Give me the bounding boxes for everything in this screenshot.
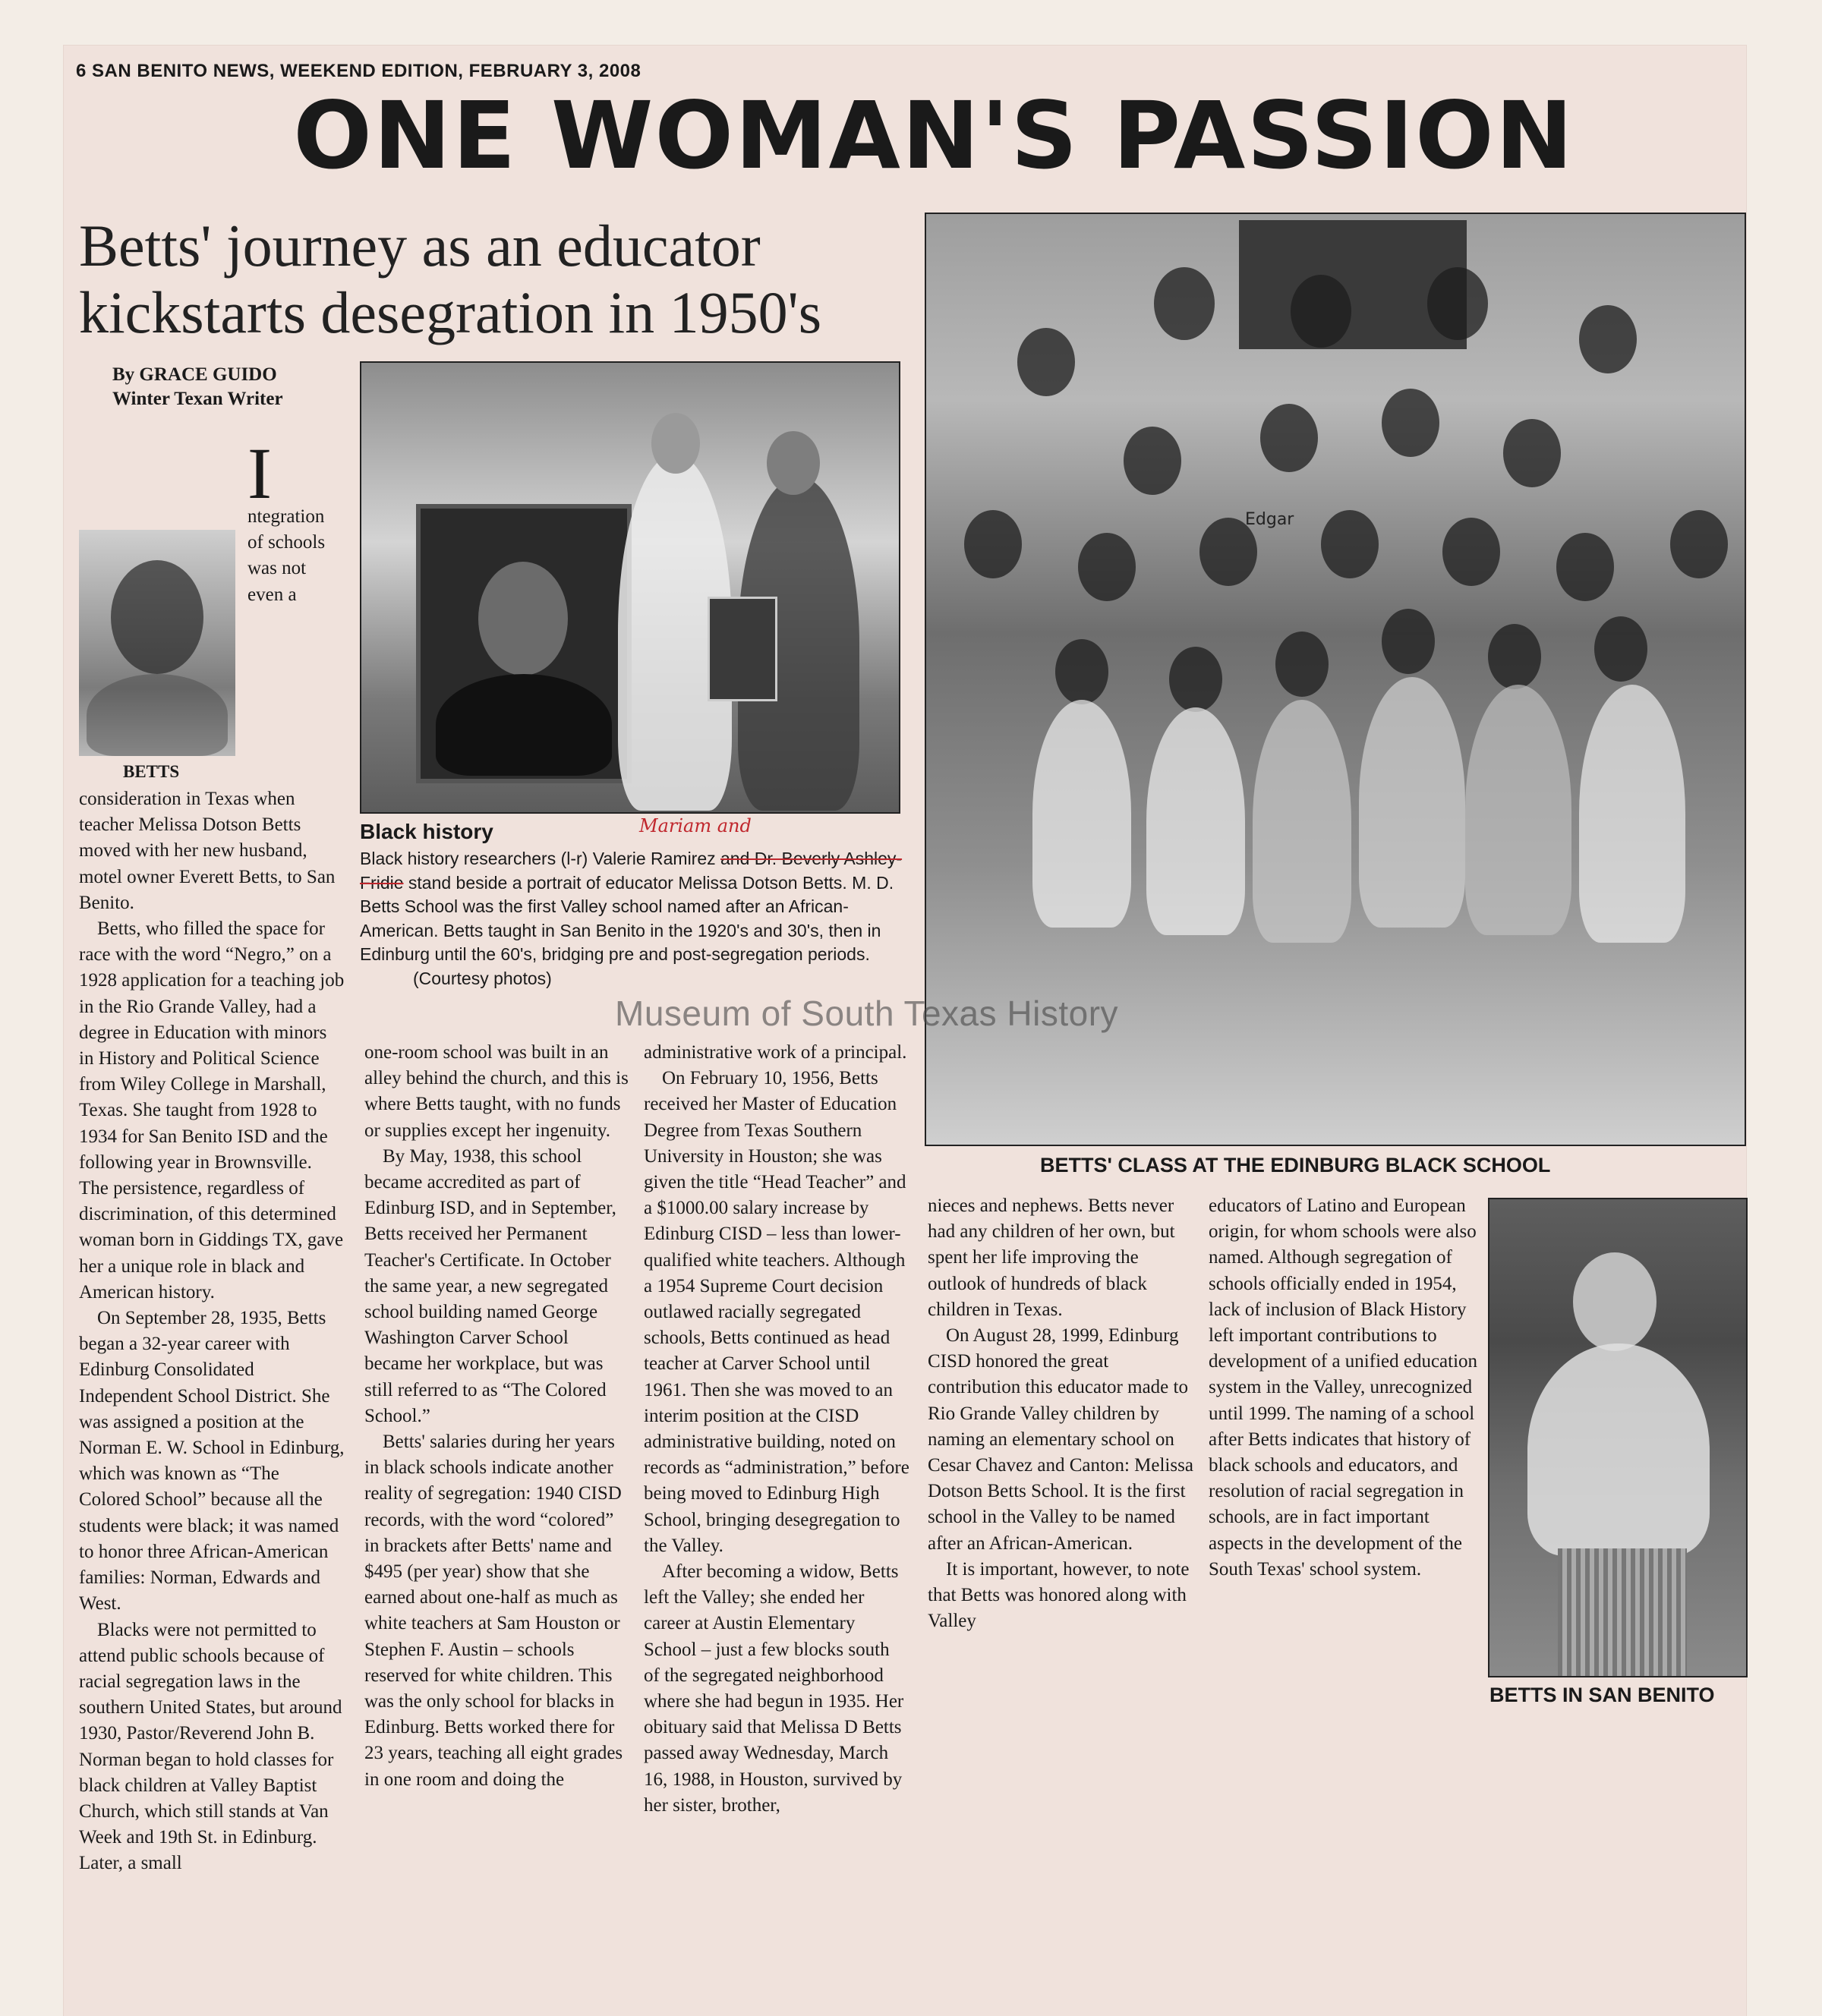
struck-text: and Dr. Beverly Ashley-Fridie [360,849,903,893]
headline [79,213,922,346]
byline [112,363,283,411]
betts-san-benito-photo [1488,1198,1748,1677]
article-paragraph: Betts' salaries during her years in black schools indicate another reality of segregation: 1940 CISD records, with the word “colored” in brackets after Betts' name and $495 (per year) show that she earned about one-half as much as white teachers at Sam Houston or Stephen F. Austin – schools reserved for white children. This was the only school for blacks in Edinburg. Betts worked there for 23 years, teaching all eight grades in one room and doing the [364,1432,623,1790]
article-paragraph: nieces and nephews. Betts never had any children of her own, but spent her life improving the outlook of hundreds of black children in Texas. [928,1195,1175,1320]
article-paragraph: After becoming a widow, Betts left the Valley; she ended her career at Austin Elementary School – just a few blocks south of the segregated neighborhood where she had begun in 1935. Her obituary said that Melissa D Betts passed away Wednesday, March 16, 1988, in Houston, survived by her sister, brother, [644,1561,904,1816]
article-paragraph: one-room school was built in an alley behind the church, and this is where Betts taught, with no funds or supplies except her ingenuity. [364,1042,629,1141]
article-paragraph: It is important, however, to note that Betts was honored along with Valley [928,1558,1190,1632]
article-column-2 [364,1040,630,1793]
article-paragraph: Blacks were not permitted to attend public schools because of racial segregation laws in the southern United States, but around 1930, Pastor/Reverend John B. Norman began to hold classes for black children at Valley Baptist Church, which still stands at Van Week and 19th St. in Edinburg. Later, a small [79,1619,342,1874]
byline-title: Winter Texan Writer [112,389,283,409]
article-paragraph: On February 10, 1956, Betts received her Master of Education Degree from Texas Southern University in Houston; she was given the title “Head Teacher” and a $1000.00 salary increase by Edinburg CISD – less than lower-qualified white teachers. Although a 1954 Supreme Court decision outlawed racially segregated schools, Betts continued as head teacher at Carver School until 1961. Then she was moved to an interim position at the CISD administrative building, noted on records as “administration,” before being moved to Edinburg High School, bringing desegregation to the Valley. [644,1068,909,1556]
page-folio: 6 SAN BENITO NEWS, WEEKEND EDITION, FEBRUARY 3, 2008 [76,61,641,81]
article-paragraph: By May, 1938, this school became accredited as part of Edinburg ISD, and in September, Betts received her Permanent Teacher's Certificate. In October the same year, a new segregated school building named George Washington Carver School became her workplace, but was still referred to as “The Colored School.” [364,1145,616,1426]
article-paragraph: Betts, who filled the space for race with the word “Negro,” on a 1928 application for a teaching job in the Rio Grande Valley, had a degree in Education with minors in History and Political Science from Wiley College in Marshall, Texas. She taught from 1928 to 1934 for San Benito ISD and the following year in Brownsville. The persistence, regardless of discrimination, of this determined woman born in Giddings TX, gave her a unique role in black and American history. [79,918,345,1303]
article-column-3 [644,1040,909,1819]
betts-san-benito-caption: BETTS IN SAN BENITO [1489,1684,1715,1706]
handwritten-note: Mariam and [639,815,752,836]
plaque [708,597,777,701]
portrait-easel [416,504,632,783]
article-column-1 [79,433,345,1877]
drop-cap: I [247,433,272,514]
photo-caption-title: Black history [360,820,493,843]
class-photo-annotation: Edgar [1245,510,1294,529]
article-intro: I ntegration of schools was not even a consideration in Texas when teacher Melissa Dotson Betts moved with her new husband, motel owner Everett Betts, to San Benito. [79,433,336,913]
class-photo-caption: BETTS' CLASS AT THE EDINBURG BLACK SCHOOL [1040,1154,1551,1177]
article-paragraph: On September 28, 1935, Betts began a 32-year career with Edinburg Consolidated Independent School District. She was assigned a position at the Norman E. W. School in Edinburg, which was known as “The Colored School” because all the students were black; it was named to honor three African-American families: Norman, Edwards and West. [79,1308,345,1614]
article-column-5 [1209,1193,1480,1583]
photo-credit: (Courtesy photos) [413,968,552,988]
article-column-4 [928,1193,1193,1634]
article-paragraph: On August 28, 1999, Edinburg CISD honored the great contribution this educator made to Rio Grande Valley children by naming an elementary school on Cesar Chavez and Canton: Melissa Dotson Betts School. It is the first school in the Valley to be named after an African-American. [928,1325,1193,1554]
headline-line-1: Betts' journey as an educator [79,213,761,279]
museum-watermark: Museum of South Texas History [615,994,1119,1033]
article-paragraph: educators of Latino and European origin, for whom schools were also named. Although segregation of schools officially ended in 1954, lack of inclusion of Black History left important contributions to development of a unified education system in the Valley, unrecognized until 1999. The naming of a school after Betts indicates that history of black schools and educators, and resolution of racial segregation in schools, are in fact important aspects in the development of the South Texas' school system. [1209,1195,1478,1580]
headline-line-2: kickstarts desegration in 1950's [79,279,822,345]
byline-name: By GRACE GUIDO [112,364,277,385]
section-banner: ONE WOMAN'S PASSION [293,82,1575,190]
photo-caption-text: Black history researchers (l-r) Valerie Ramirez and Dr. Beverly Ashley-Fridie stand beside a portrait of educator Melissa Dotson Betts. M. D. Betts School was the first Valley school named after an African-American. Betts taught in San Benito in the 1920's and 30's, then in Edinburg until the 60's, bridging pre and post-segregation periods. (Courtesy photos) [360,849,903,988]
betts-portrait-caption: BETTS [123,762,180,781]
black-history-photo [360,361,900,814]
article-paragraph: administrative work of a principal. [644,1042,907,1063]
photo-caption [360,815,908,991]
